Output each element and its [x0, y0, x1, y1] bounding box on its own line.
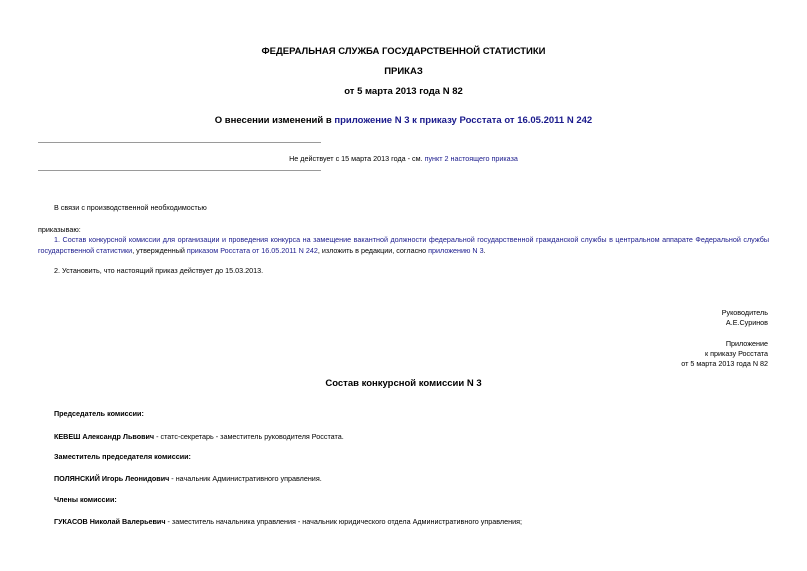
notice-rule-bottom	[38, 170, 321, 171]
item1-text-2: , изложить в редакции, согласно	[317, 246, 429, 255]
item1-text-3: .	[483, 246, 486, 255]
deputy-role: - начальник Административного управления.	[169, 474, 322, 483]
appendix-line-1: Приложение	[725, 339, 768, 348]
doc-title-link[interactable]: приложение N 3 к приказу Росстата от 16.05.2011 N 242	[334, 115, 593, 126]
chair-name: КЕВЕШ Александр Львович	[54, 432, 155, 441]
validity-notice-link[interactable]: пункт 2 настоящего приказа	[424, 154, 518, 163]
item1-text-1: , утвержденный	[132, 246, 187, 255]
order-word: приказываю:	[38, 225, 81, 234]
order-item-1	[38, 234, 769, 256]
deputy-name: ПОЛЯНСКИЙ Игорь Леонидович	[54, 474, 170, 483]
commission-title: Состав конкурсной комиссии N 3	[325, 378, 482, 389]
deputy-entry	[54, 473, 322, 484]
validity-notice	[0, 153, 807, 164]
signature-position: Руководитель	[721, 308, 768, 317]
appendix-line-3: от 5 марта 2013 года N 82	[681, 359, 768, 368]
chair-heading: Председатель комиссии:	[54, 409, 144, 418]
doc-title-prefix: О внесении изменений в	[214, 115, 335, 126]
item1-link-commission[interactable]: 1. Состав конкурсной комиссии для организации и проведения конкурса на замещение вакантной должности федеральной государственной гражданской службы в центральном аппарате Федеральной службы государственной статистики	[38, 235, 769, 255]
doc-title	[0, 115, 807, 126]
deputy-heading: Заместитель председателя комиссии:	[54, 452, 191, 461]
members-heading: Члены комиссии:	[54, 495, 117, 504]
item1-link-order[interactable]: приказом Росстата от 16.05.2011 N 242	[186, 246, 318, 255]
chair-role: - статс-секретарь - заместитель руководителя Росстата.	[154, 432, 344, 441]
validity-notice-prefix: Не действует с 15 марта 2013 года - см.	[289, 154, 425, 163]
member-entry-1	[54, 516, 522, 527]
preamble: В связи с производственной необходимостью	[54, 203, 207, 212]
notice-rule-top	[38, 142, 321, 143]
member1-name: ГУКАСОВ Николай Валерьевич	[54, 517, 166, 526]
agency-name: ФЕДЕРАЛЬНАЯ СЛУЖБА ГОСУДАРСТВЕННОЙ СТАТИСТИКИ	[261, 46, 546, 57]
signature-name: А.Е.Суринов	[725, 318, 768, 327]
doc-type: ПРИКАЗ	[384, 66, 423, 77]
member1-role: - заместитель начальника управления - начальник юридического отдела Административного управления;	[165, 517, 522, 526]
order-item-2: 2. Установить, что настоящий приказ действует до 15.03.2013.	[54, 266, 264, 275]
item1-link-appendix[interactable]: приложению N 3	[428, 246, 484, 255]
appendix-line-2: к приказу Росстата	[705, 349, 768, 358]
doc-date-number: от 5 марта 2013 года N 82	[344, 86, 463, 97]
chair-entry	[54, 431, 344, 442]
